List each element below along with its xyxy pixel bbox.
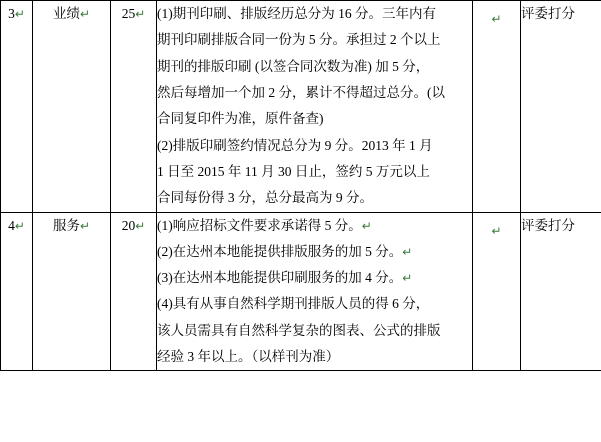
paragraph-mark-icon: ↵ (79, 7, 91, 21)
criteria-line: (2)排版印刷签约情况总分为 9 分。2013 年 1 月 (157, 137, 433, 153)
cell-blank (473, 212, 521, 371)
criteria-line (157, 213, 472, 239)
criteria-line: 期刊的排版印刷 (以签合同次数为准) 加 5 分， (157, 58, 430, 74)
score-value: 20 (121, 217, 136, 233)
paragraph-mark-icon: ↵ (402, 244, 413, 259)
criteria-line (157, 239, 472, 265)
cell-blank (473, 1, 521, 213)
paragraph-mark-icon: ↵ (79, 218, 91, 233)
paragraph-mark-icon: ↵ (135, 7, 146, 21)
evaluation-method-value: 评委打分 (521, 6, 575, 21)
criteria-line (157, 265, 472, 291)
criteria-line: 期刊印刷排版合同一份为 5 分。承担过 2 个以上 (157, 32, 441, 48)
criteria-line: 然后每增加一个加 2 分，累计不得超过总分。(以 (157, 84, 445, 100)
criteria-line: (4)具有从事自然科学期刊排版人员的得 6 分， (157, 296, 430, 312)
cell-score-value (111, 212, 157, 371)
paragraph-mark-icon: ↵ (14, 218, 25, 233)
criteria-line-text: (3)在达州本地能提供印刷服务的加 4 分。 (157, 270, 403, 286)
criteria-line: 经验 3 年以上。（以样刊为准） (157, 349, 340, 365)
cell-evaluation-method (521, 1, 601, 213)
criteria-line: 该人员需具有自然科学复杂的图表、公式的排版 (157, 322, 441, 338)
serial-number-value: 3 (8, 6, 15, 21)
cell-serial-number (1, 212, 33, 371)
paragraph-mark-icon: ↵ (135, 218, 146, 233)
evaluation-item-value: 业绩 (52, 6, 80, 21)
paragraph-mark-icon: ↵ (402, 271, 413, 286)
score-value: 25 (121, 6, 136, 21)
evaluation-method-value: 评委打分 (521, 217, 575, 233)
cell-evaluation-method (521, 212, 601, 371)
criteria-line: 合同复印件为准，原件备查) (157, 111, 324, 127)
cell-evaluation-item (33, 212, 111, 371)
paragraph-mark-icon: ↵ (491, 12, 502, 26)
cell-score-value (111, 1, 157, 213)
table-row (1, 212, 601, 371)
criteria-line: (1)期刊印刷、排版经历总分为 16 分。三年内有 (157, 6, 436, 21)
criteria-line: 合同每份得 3 分，总分最高为 9 分。 (157, 190, 373, 206)
cell-criteria (157, 1, 473, 213)
cell-serial-number (1, 1, 33, 213)
criteria-line-text: (1)响应招标文件要求承诺得 5 分。 (157, 217, 362, 233)
paragraph-mark-icon: ↵ (491, 223, 502, 238)
cell-criteria (157, 212, 473, 371)
table-row (1, 1, 601, 213)
cell-evaluation-item (33, 1, 111, 213)
criteria-line: 1 日至 2015 年 11 月 30 日止，签约 5 万元以上 (157, 163, 430, 179)
paragraph-mark-icon: ↵ (14, 7, 25, 21)
serial-number-value: 4 (8, 217, 15, 233)
evaluation-item-value: 服务 (52, 217, 80, 233)
criteria-line-text: (2)在达州本地能提供排版服务的加 5 分。 (157, 243, 403, 259)
paragraph-mark-icon: ↵ (361, 218, 372, 233)
